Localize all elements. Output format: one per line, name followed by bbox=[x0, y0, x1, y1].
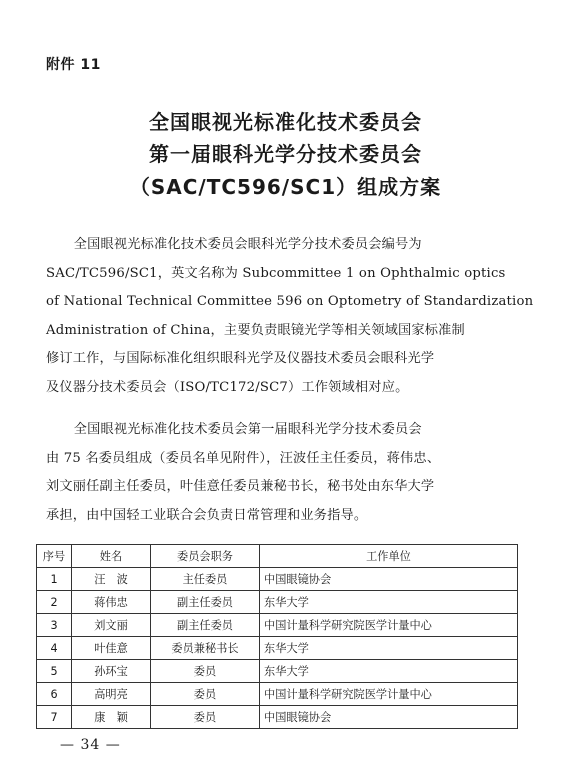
header-name: 姓名 bbox=[72, 545, 151, 568]
title-line-2: 第一届眼科光学分技术委员会 bbox=[149, 142, 422, 166]
title-line-3: （SAC/TC596/SC1）组成方案 bbox=[129, 175, 442, 199]
cell-serial: 2 bbox=[37, 591, 72, 614]
cell-unit: 东华大学 bbox=[260, 591, 518, 614]
composition-paragraph bbox=[46, 416, 524, 530]
cell-unit: 中国眼镜协会 bbox=[260, 568, 518, 591]
table-row bbox=[37, 683, 518, 706]
table-row bbox=[37, 591, 518, 614]
table-row bbox=[37, 637, 518, 660]
paragraph-line: 全国眼视光标准化技术委员会眼科光学分技术委员会编号为 bbox=[73, 237, 422, 252]
paragraph-line: SAC/TC596/SC1，英文名称为 Subcommittee 1 on Ophthalmic optics bbox=[46, 265, 506, 281]
cell-unit: 中国眼镜协会 bbox=[260, 706, 518, 729]
paragraph-line: of National Technical Committee 596 on Optometry of Standardization bbox=[46, 294, 534, 310]
paragraph-line: 全国眼视光标准化技术委员会第一届眼科光学分技术委员会 bbox=[73, 422, 422, 437]
table-row bbox=[37, 660, 518, 683]
cell-role: 副主任委员 bbox=[151, 614, 260, 637]
header-serial: 序号 bbox=[37, 545, 72, 568]
paragraph-line: 承担，由中国轻工业联合会负责日常管理和业务指导。 bbox=[46, 507, 368, 523]
cell-unit: 中国计量科学研究院医学计量中心 bbox=[260, 683, 518, 706]
page-number: — 34 — bbox=[60, 737, 121, 753]
paragraph-line: 修订工作，与国际标准化组织眼科光学及仪器技术委员会眼科光学 bbox=[46, 351, 435, 367]
cell-role: 委员兼秘书长 bbox=[151, 637, 260, 660]
cell-name: 康 颖 bbox=[72, 706, 151, 729]
cell-name: 汪 波 bbox=[72, 568, 151, 591]
cell-name: 叶佳意 bbox=[72, 637, 151, 660]
cell-serial: 1 bbox=[37, 568, 72, 591]
cell-name: 刘文丽 bbox=[72, 614, 151, 637]
cell-name: 蒋伟忠 bbox=[72, 591, 151, 614]
cell-role: 副主任委员 bbox=[151, 591, 260, 614]
annex-label: 附件 11 bbox=[46, 57, 101, 73]
cell-unit: 东华大学 bbox=[260, 637, 518, 660]
cell-unit: 东华大学 bbox=[260, 660, 518, 683]
cell-name: 高明亮 bbox=[72, 683, 151, 706]
table-header-row bbox=[37, 545, 518, 568]
cell-name: 孙环宝 bbox=[72, 660, 151, 683]
header-role: 委员会职务 bbox=[151, 545, 260, 568]
header-unit: 工作单位 bbox=[260, 545, 518, 568]
cell-role: 委员 bbox=[151, 660, 260, 683]
cell-role: 委员 bbox=[151, 706, 260, 729]
cell-unit: 中国计量科学研究院医学计量中心 bbox=[260, 614, 518, 637]
title-line-1: 全国眼视光标准化技术委员会 bbox=[149, 110, 422, 134]
table-row bbox=[37, 706, 518, 729]
cell-role: 主任委员 bbox=[151, 568, 260, 591]
table-row bbox=[37, 568, 518, 591]
cell-serial: 3 bbox=[37, 614, 72, 637]
paragraph-line: 刘文丽任副主任委员，叶佳意任委员兼秘书长，秘书处由东华大学 bbox=[46, 479, 435, 495]
cell-serial: 6 bbox=[37, 683, 72, 706]
intro-paragraph bbox=[46, 231, 534, 403]
table-row bbox=[37, 614, 518, 637]
cell-serial: 5 bbox=[37, 660, 72, 683]
cell-serial: 4 bbox=[37, 637, 72, 660]
paragraph-line: Administration of China，主要负责眼镜光学等相关领域国家标准制 bbox=[46, 322, 465, 338]
paragraph-line: 由 75 名委员组成（委员名单见附件），汪波任主任委员，蒋伟忠、 bbox=[46, 450, 441, 466]
member-table bbox=[36, 544, 518, 729]
paragraph-line: 及仪器分技术委员会（ISO/TC172/SC7）工作领域相对应。 bbox=[46, 379, 409, 395]
cell-serial: 7 bbox=[37, 706, 72, 729]
cell-role: 委员 bbox=[151, 683, 260, 706]
